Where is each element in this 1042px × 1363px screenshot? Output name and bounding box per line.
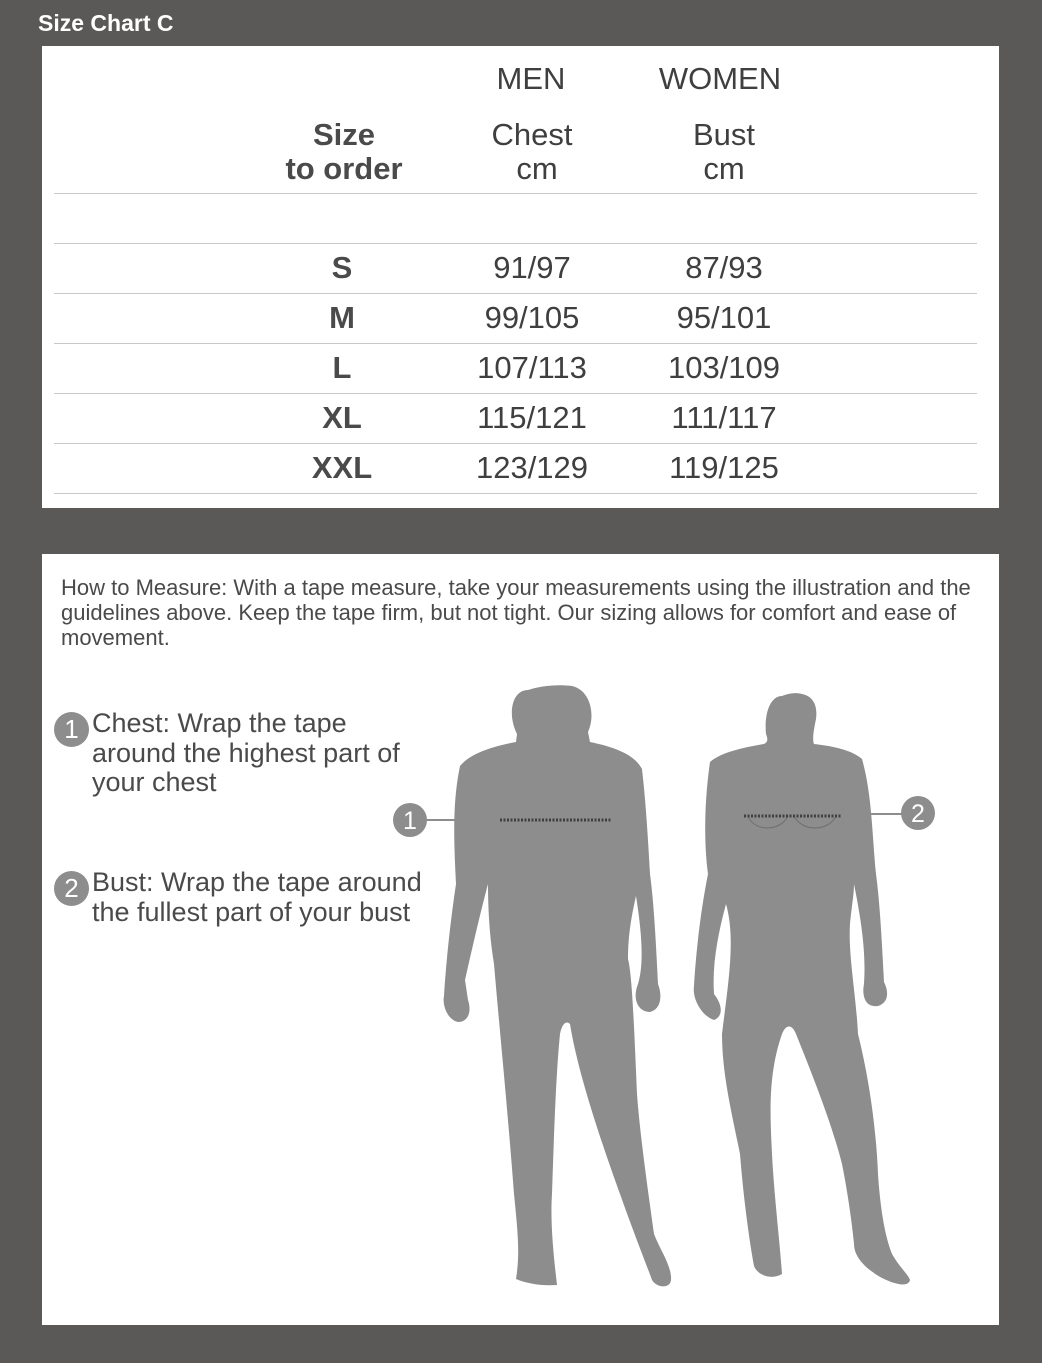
size-cell: M [329, 300, 355, 335]
size-header-line2: to order [285, 151, 403, 186]
table-row [42, 293, 999, 343]
bust-cell: 111/117 [671, 400, 777, 435]
table-row [42, 393, 999, 443]
chest-cell: 99/105 [484, 300, 580, 335]
bust-instruction: Bust: Wrap the tape around the fullest part of your bust [92, 867, 422, 927]
step-number-badge: 1 [54, 712, 89, 747]
chest-cell: 107/113 [477, 350, 587, 385]
how-to-measure-panel [42, 554, 999, 1325]
female-mannequin-figure [694, 693, 910, 1284]
size-header-line1: Size [312, 117, 376, 152]
table-row [42, 443, 999, 493]
how-to-measure-text: How to Measure: With a tape measure, take your measurements using the illustration and the guidelines above. Keep the tape firm, but not tight. Our sizing allows for comfort and ease of movement. [61, 575, 971, 650]
bust-header-line1: Bust [692, 117, 756, 152]
chest-cell: 123/129 [475, 450, 589, 485]
size-cell: XXL [311, 450, 373, 485]
page-title: Size Chart C [38, 10, 174, 36]
chest-header-line1: Chest [491, 117, 573, 152]
measurement-illustration [42, 554, 999, 1325]
step-number-badge: 2 [54, 871, 89, 906]
bust-cell: 87/93 [685, 250, 763, 285]
male-mannequin-figure [444, 685, 671, 1286]
table-row [42, 243, 999, 293]
table-row [42, 343, 999, 393]
women-group-header: WOMEN [658, 61, 782, 96]
size-cell: L [332, 350, 352, 385]
size-cell: S [331, 250, 353, 285]
size-cell: XL [322, 400, 362, 435]
chest-instruction: Chest: Wrap the tape around the highest part of your chest [92, 708, 400, 797]
header-divider [54, 193, 977, 194]
chest-cell: 115/121 [477, 400, 587, 435]
bust-cell: 119/125 [669, 450, 779, 485]
size-table-panel [42, 46, 999, 508]
bust-cell: 95/101 [676, 300, 772, 335]
chest-callout-number: 1 [403, 807, 417, 835]
row-divider [54, 493, 977, 494]
bust-cell: 103/109 [667, 350, 781, 385]
bust-header-line2: cm [703, 151, 745, 186]
chest-cell: 91/97 [493, 250, 571, 285]
men-group-header: MEN [496, 61, 566, 96]
bust-callout-number: 2 [911, 800, 925, 828]
chest-header-line2: cm [516, 151, 558, 186]
